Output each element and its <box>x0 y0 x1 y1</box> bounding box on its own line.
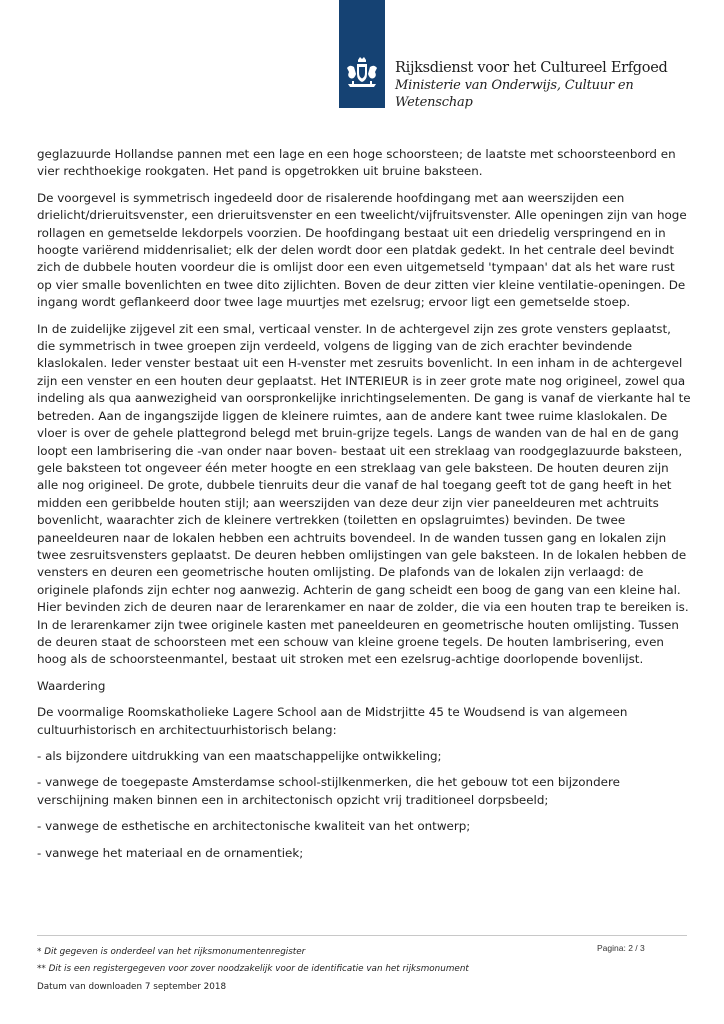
list-item: - vanwege het materiaal en de ornamentiek; <box>37 845 304 860</box>
org-line1: Rijksdienst voor het Cultureel Erfgoed <box>395 60 668 76</box>
org-line3: Wetenschap <box>395 95 473 110</box>
org-line2: Ministerie van Onderwijs, Cultuur en <box>395 78 634 93</box>
list-item: - als bijzondere uitdrukking van een maatschappelijke ontwikkeling; <box>37 749 442 763</box>
footnote-2: ** Dit is een registergegeven voor zover noodzakelijk voor de identificatie van het rijksmonument <box>37 964 469 974</box>
document-body <box>37 146 692 871</box>
list-item: - vanwege de esthetische en architectonische kwaliteit van het ontwerp; <box>37 819 471 834</box>
page-number: Pagina: 2 / 3 <box>597 943 645 953</box>
paragraph: In de zuidelijke zijgevel zit een smal, verticaal venster. In de achtergevel zijn zes grote vensters geplaatst, die symmetrisch in twee groepen zijn verdeeld, volgens de ligging van de zich erachter bevindende klaslokalen. Ieder venster bestaat uit een H-venster met zesruits bovenlicht. In een inham in de achtergevel zijn een venster en een houten deur geplaatst. Het INTERIEUR is in zeer grote mate nog origineel, zowel qua indeling als qua aanwezigheid van oorspronkelijke inrichtingselementen. De gang is vanaf de vierkante hal te betreden. Aan de ingangszijde liggen de kleinere ruimtes, aan de andere kant twee ruime klaslokalen. De vloer is over de gehele plattegrond belegd met bruin-grijze tegels. Langs de wanden van de hal en de gang loopt een lambrisering die -van onder naar boven- bestaat uit een streklaag van roodgeglazuurde baksteen, gele baksteen tot ongeveer één meter hoogte en een streklaag van gele baksteen. De houten deuren zijn alle nog origineel. De grote, dubbele tienruits deur die vanaf de hal toegang geeft tot de gang heeft in het midden een geribbelde houten stijl; aan weerszijden van deze deur zijn vier paneeldeuren met achtruits bovenlicht, waarachter zich de kleinere vertrekken (toiletten en opslagruimtes) bevinden. De twee paneeldeuren naar de lokalen hebben een achtruits bovendeel. In de wanden tussen gang en lokalen zijn twee zesruitsvensters geplaatst. De deuren hebben omlijstingen van gele baksteen. In de lokalen hebben de vensters en deuren een geometrische houten omlijsting. De plafonds van de lokalen zijn verlaagd: de originele plafonds zijn echter nog aanwezig. Achterin de gang scheidt een boog de gang van een kleine hal. Hier bevinden zich de deuren naar de lerarenkamer en naar de zolder, die via een houten trap te bereiken is. In de lerarenkamer zijn twee originele kasten met paneeldeuren en geometrische houten omlijsting. Tussen de deuren staat de schoorsteen met een schouw van kleine groene tegels. De houten lambrisering, even hoog als de schoorsteenmantel, bestaat uit stroken met een ezelsrug-achtige doorlopende bovenlijst. <box>37 321 691 667</box>
paragraph: geglazuurde Hollandse pannen met een lage en een hoge schoorsteen; de laatste met schoorsteenbord en vier rechthoekige rookgaten. Het pand is opgetrokken uit bruine baksteen. <box>37 147 676 179</box>
footer-divider <box>37 935 687 936</box>
list-item: - vanwege de toegepaste Amsterdamse school-stijlkenmerken, die het gebouw tot een bijzondere verschijning maken binnen een in architectonisch opzicht vrij traditioneel dorpsbeeld; <box>37 775 620 807</box>
footnote-1: * Dit gegeven is onderdeel van het rijksmonumentenregister <box>37 947 306 957</box>
paragraph: De voorgevel is symmetrisch ingedeeld door de risalerende hoofdingang met aan weerszijden een drielicht/drieruitsvenster, een drieruitsvenster en een tweelicht/vijfruitsvenster. Alle openingen zijn van hoge rollagen en gemetselde lekdorpels voorzien. De hoofdingang bestaat uit een driedelig verspringend en in hoogte variërend middenrisaliet; elk der delen wordt door een platdak gedekt. In het centrale deel bevindt zich de dubbele houten voordeur die is omlijst door een even uitgemetseld 'tympaan' dat als het ware rust op vier smalle bovenlichten en twee dito zijlichten. Boven de deur zitten vier kleine ventilatie-openingen. De ingang wordt geflankeerd door twee lage muurtjes met ezelsrug; ervoor ligt een gemetselde stoep. <box>37 190 687 310</box>
download-date: Datum van downloaden 7 september 2018 <box>37 982 227 992</box>
paragraph: De voormalige Roomskatholieke Lagere School aan de Midstrjitte 45 te Woudsend is van algemeen cultuurhistorisch en architectuurhistorisch belang: <box>37 705 628 737</box>
organization-name <box>395 60 667 111</box>
section-heading: Waardering <box>37 678 106 693</box>
coat-of-arms-icon <box>344 56 380 92</box>
